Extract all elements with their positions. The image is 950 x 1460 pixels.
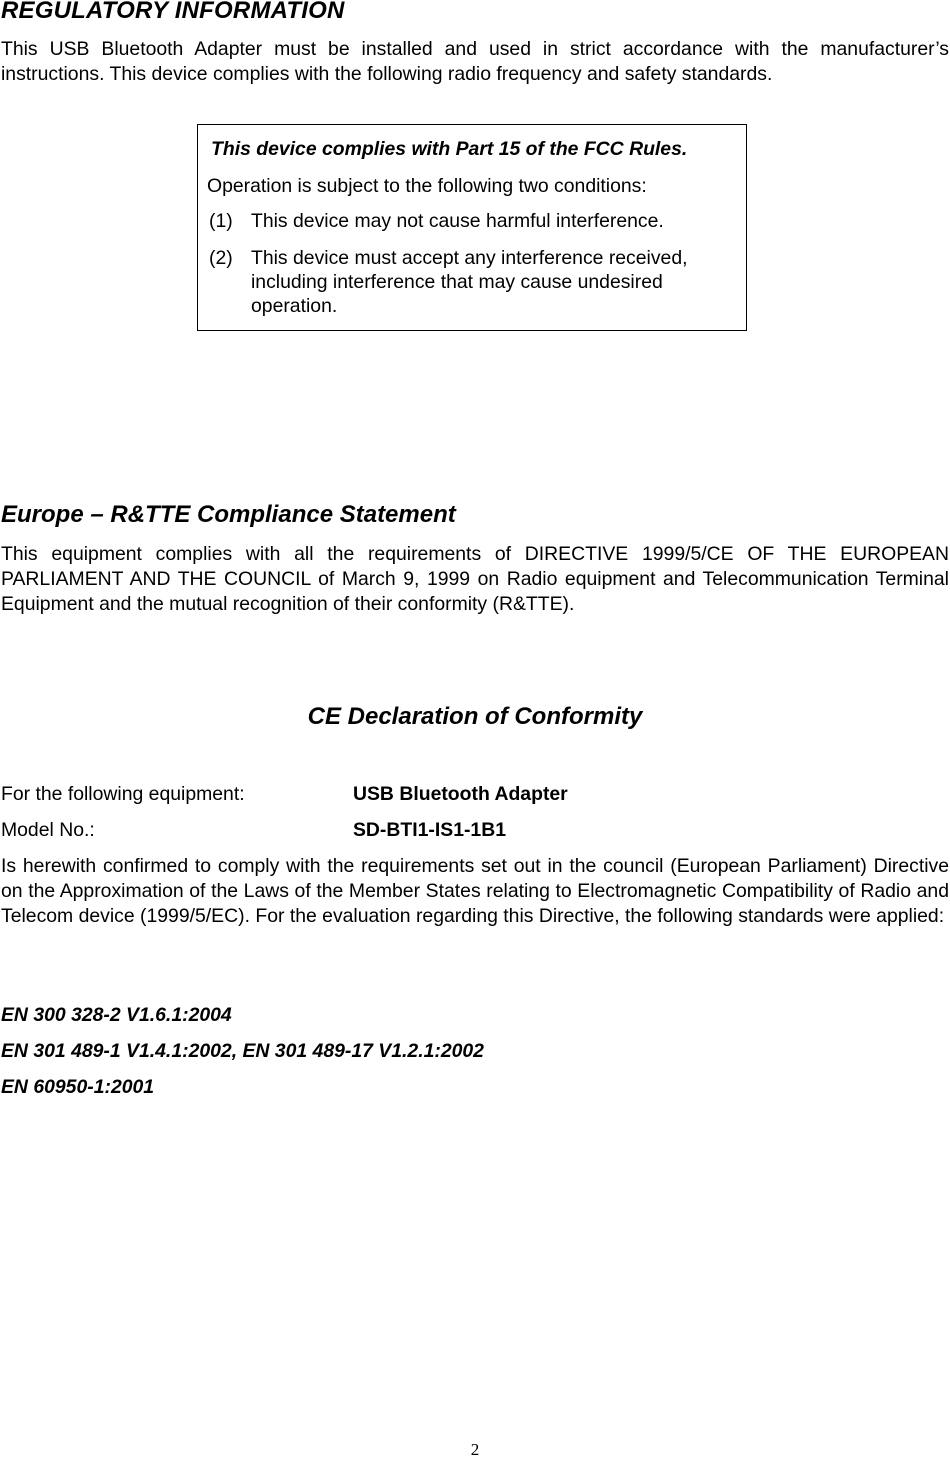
standard-item: EN 301 489-1 V1.4.1:2002, EN 301 489-17 V1.2.1:2002 bbox=[1, 1040, 484, 1062]
condition-number: (1) bbox=[209, 210, 233, 232]
fcc-title: This device complies with Part 15 of the FCC Rules. bbox=[211, 138, 688, 160]
standard-item: EN 300 328-2 V1.6.1:2004 bbox=[1, 1004, 232, 1026]
model-value: SD-BTI1-IS1-1B1 bbox=[353, 819, 507, 841]
condition-text: This device may not cause harmful interference. bbox=[251, 210, 664, 232]
europe-heading: Europe – R&TTE Compliance Statement bbox=[1, 501, 456, 528]
fcc-condition-2 bbox=[209, 246, 739, 318]
model-label: Model No.: bbox=[1, 819, 95, 841]
page-title: REGULATORY INFORMATION bbox=[1, 0, 345, 24]
intro-paragraph: This USB Bluetooth Adapter must be installed and used in strict accordance with the manufacturer’s instructions. This device complies with the following radio frequency and safety standards. bbox=[1, 38, 949, 85]
fcc-subtitle: Operation is subject to the following two conditions: bbox=[207, 175, 647, 197]
equipment-label: For the following equipment: bbox=[1, 783, 245, 805]
fcc-condition-1 bbox=[209, 209, 739, 233]
standard-item: EN 60950-1:2001 bbox=[1, 1076, 155, 1098]
conformity-paragraph: Is herewith confirmed to comply with the requirements set out in the council (European Parliament) Directive on the Approximation of the Laws of the Member States relating to Electromagnetic Compatibility of Radio and Telecom device (1999/5/EC). For the evaluation regarding this Directive, the following standards were applied: bbox=[1, 855, 949, 927]
fcc-notice-box bbox=[197, 124, 747, 331]
condition-number: (2) bbox=[209, 247, 233, 269]
ce-heading: CE Declaration of Conformity bbox=[307, 703, 643, 730]
condition-text: This device must accept any interference received, including interference that may cause undesired operation. bbox=[251, 247, 688, 317]
europe-paragraph: This equipment complies with all the requirements of DIRECTIVE 1999/5/CE OF THE EUROPEAN PARLIAMENT AND THE COUNCIL of March 9, 1999 on Radio equipment and Telecommunication Terminal Equipment and the mutual recognition of their conformity (R&TTE). bbox=[1, 543, 949, 615]
page-number: 2 bbox=[470, 1440, 480, 1459]
equipment-value: USB Bluetooth Adapter bbox=[353, 783, 568, 805]
